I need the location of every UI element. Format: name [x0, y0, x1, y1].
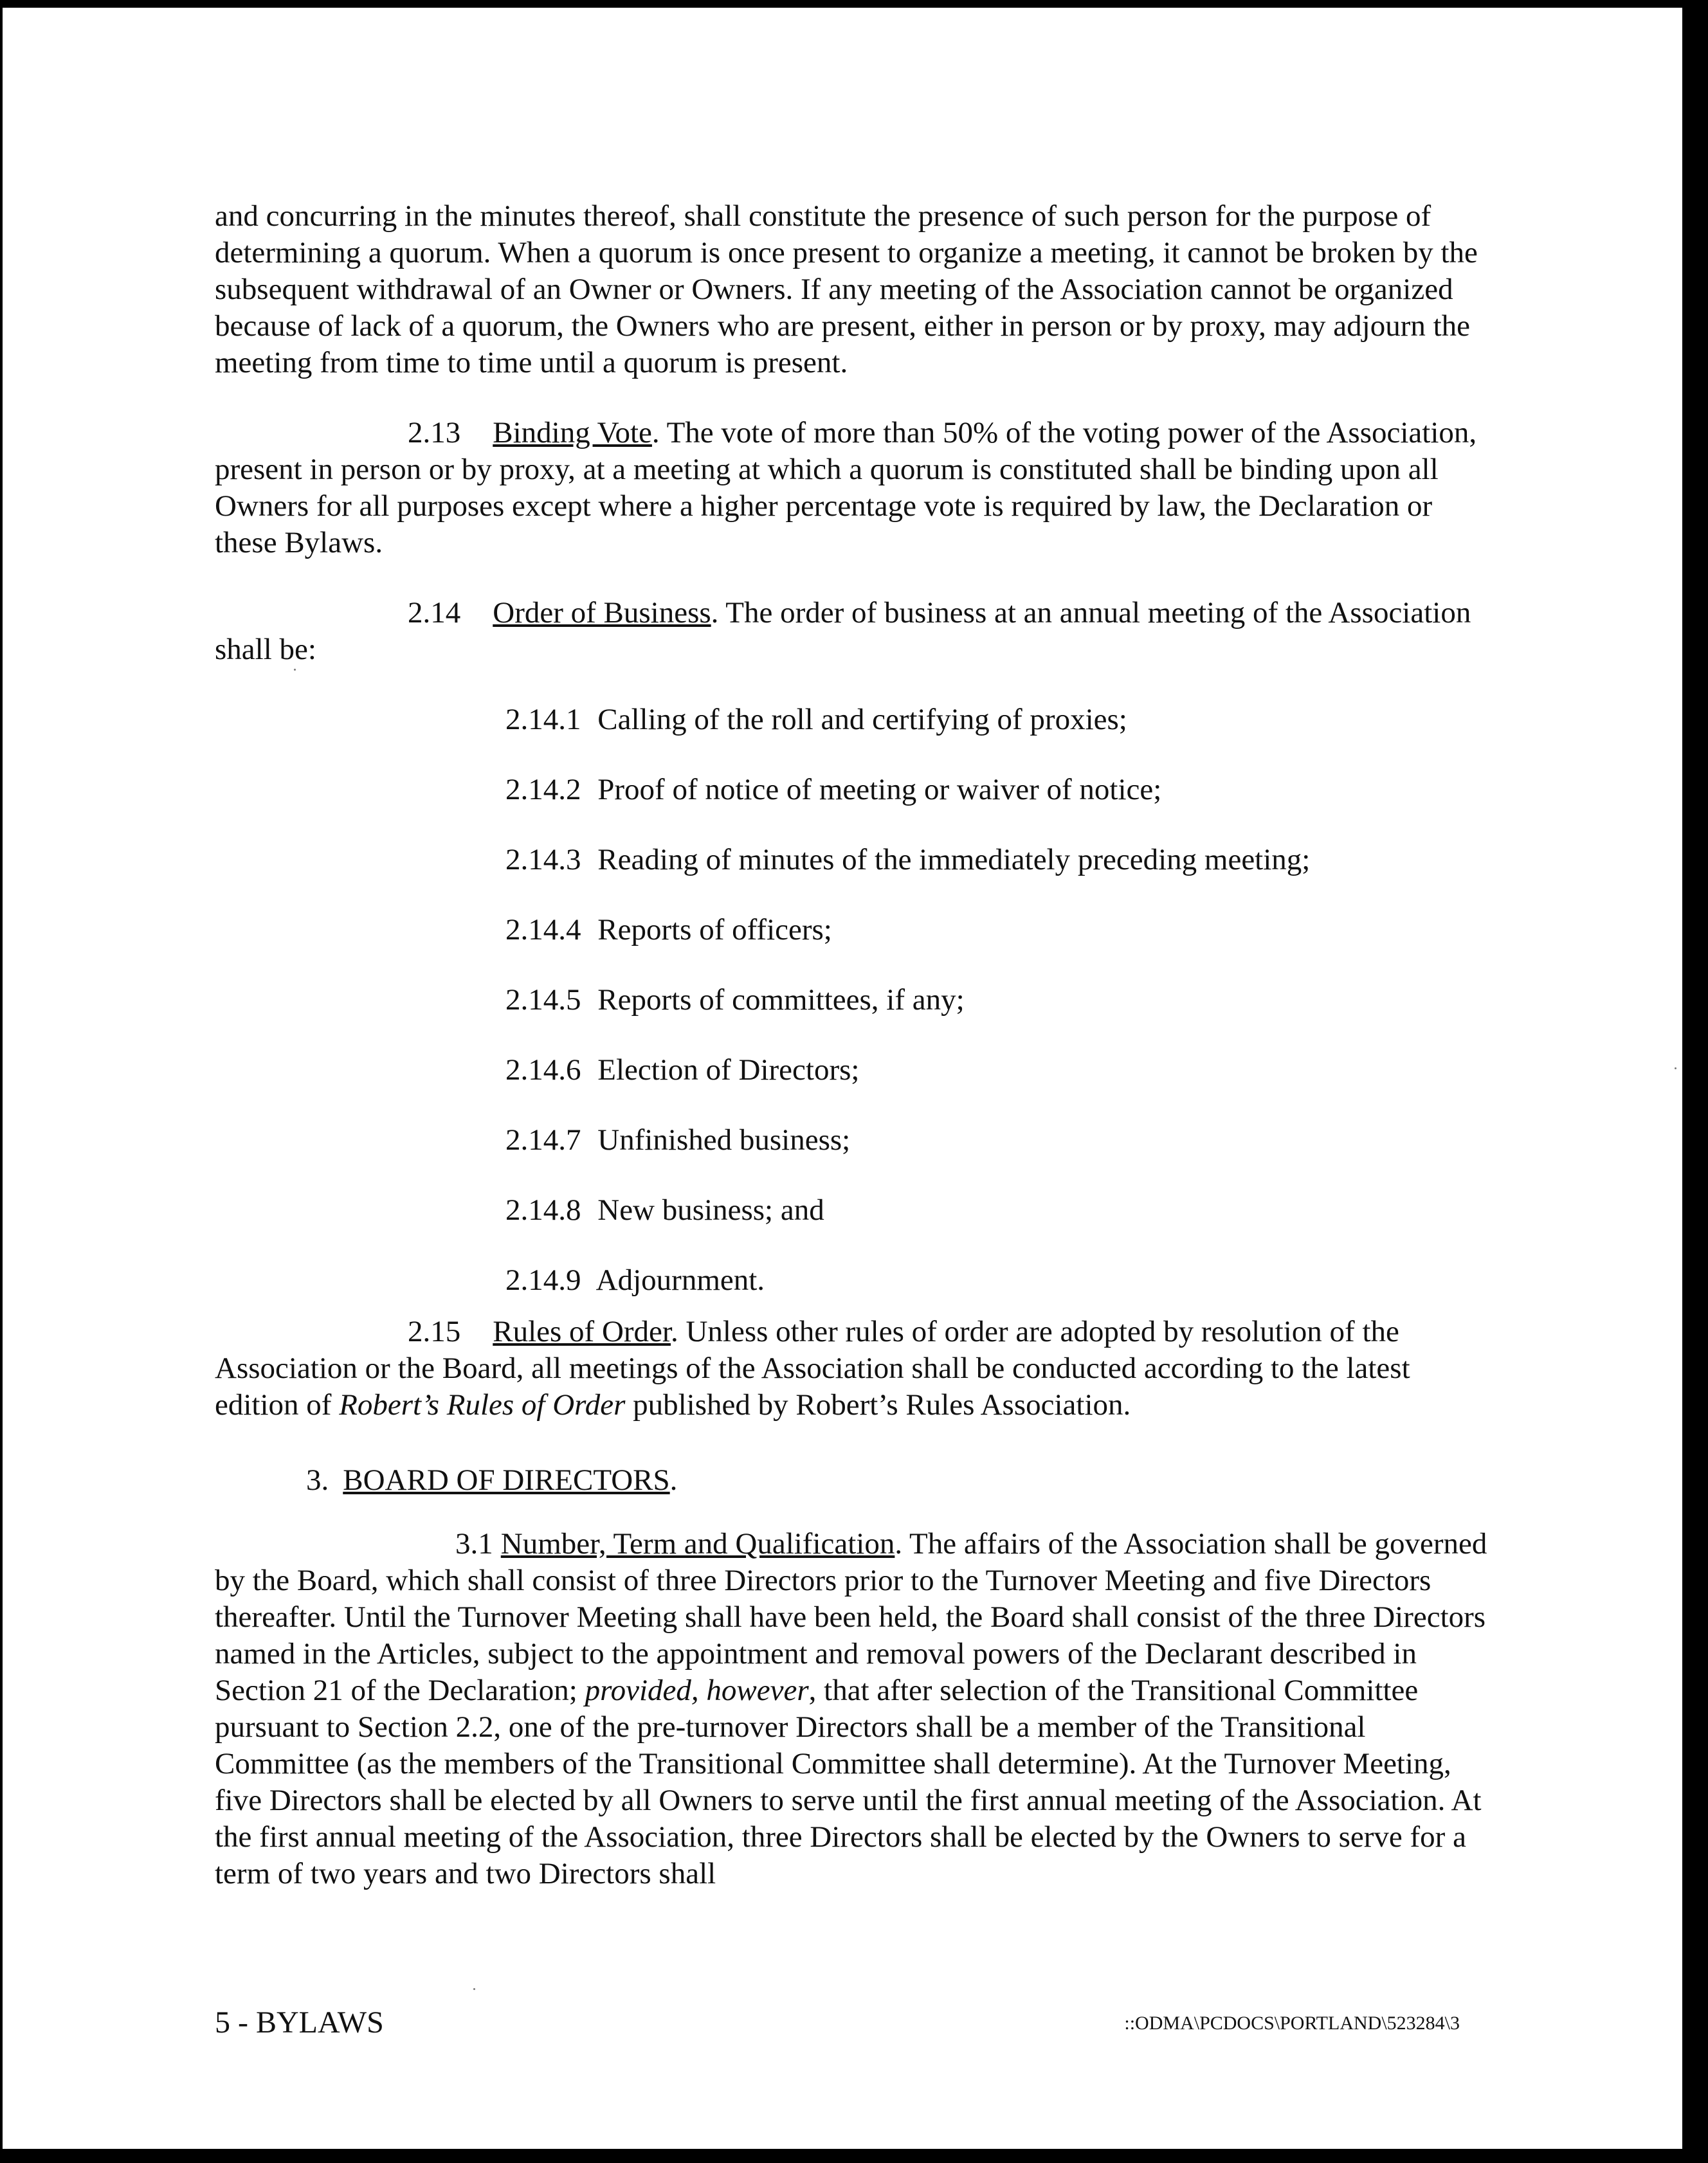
list-item: [505, 1262, 1494, 1307]
item-number: 2.14.6: [505, 1053, 581, 1087]
item-text: Proof of notice of meeting or waiver of notice;: [597, 773, 1162, 806]
section-number: 2.13: [408, 416, 461, 449]
scan-border-right: [1682, 0, 1708, 2163]
item-text: Reading of minutes of the immediately preceding meeting;: [597, 843, 1311, 876]
scan-border-bottom: [0, 2149, 1708, 2163]
scan-speck: [473, 1988, 475, 1990]
item-text: Adjournment.: [595, 1263, 765, 1297]
item-number: 2.14.3: [505, 843, 581, 876]
list-item: [505, 842, 1494, 912]
section-number: 3.1: [455, 1527, 493, 1561]
section-text: . Unless other rules of order are adopted by resolution of the Association or the Board, all meetings of the Association shall be conducted according to the latest edition of: [215, 1315, 1410, 1422]
item-number: 2.14.7: [505, 1123, 581, 1157]
section-2-15: [215, 1314, 1494, 1424]
item-number: 2.14.1: [505, 703, 581, 736]
item-text: Calling of the roll and certifying of proxies;: [597, 703, 1127, 736]
section-number: 3.: [306, 1463, 329, 1497]
section-title-suffix: .: [669, 1463, 678, 1497]
section-title: BOARD OF DIRECTORS: [343, 1463, 670, 1497]
section-text: . The vote of more than 50% of the voting power of the Association, present in person or by proxy, at a meeting at which a quorum is constituted shall be binding upon all Owners for all purposes except where a higher percentage vote is required by law, the Declaration or these Bylaws.: [215, 416, 1477, 559]
section-2-14: [215, 595, 1494, 668]
section-italic-text: Robert’s Rules of Order: [339, 1388, 626, 1422]
item-text: Election of Directors;: [597, 1053, 860, 1087]
list-item: [505, 982, 1494, 1052]
section-title: Binding Vote: [493, 416, 652, 449]
scan-speck: [294, 669, 296, 671]
section-number: 2.15: [408, 1315, 461, 1348]
continuation-paragraph: and concurring in the minutes thereof, shall constitute the presence of such person for the purpose of determining a quorum. When a quorum is once present to organize a meeting, it cannot be broken by the subsequent withdrawal of an Owner or Owners. If any meeting of the Association cannot be organized because of lack of a quorum, the Owners who are present, either in person or by proxy, may adjourn the meeting from time to time until a quorum is present.: [215, 199, 1478, 379]
list-item: [505, 1052, 1494, 1122]
list-item: [505, 912, 1494, 982]
section-text: . The order of business at an annual meeting of the Association shall be:: [215, 596, 1471, 666]
footer-page-label: 5 - BYLAWS: [215, 2005, 384, 2040]
footer-doc-path: ::ODMA\PCDOCS\PORTLAND\523284\3: [1124, 2013, 1460, 2034]
section-3-1: [215, 1526, 1494, 1892]
section-title: Rules of Order: [493, 1315, 671, 1348]
section-title: Order of Business: [493, 596, 711, 629]
section-2-13: [215, 415, 1494, 561]
section-italic-text: provided, however: [585, 1674, 809, 1707]
scan-border-top: [0, 0, 1708, 8]
list-item: [505, 1122, 1494, 1192]
document-page: [215, 198, 1494, 1892]
item-number: 2.14.9: [505, 1263, 581, 1297]
section-text: . The affairs of the Association shall be governed by the Board, which shall consist of three Directors prior to the Turnover Meeting and five Directors thereafter. Until the Turnover Meeting shall have been held, the Board shall consist of the three Directors named in the Articles, subject to the appointment and removal powers of the Declarant described in Section 21 of the Declaration;: [215, 1527, 1487, 1707]
item-text: Unfinished business;: [597, 1123, 851, 1157]
section-number: 2.14: [408, 596, 461, 629]
section-3-heading: [215, 1462, 1494, 1499]
section-text-after: published by Robert’s Rules Association.: [625, 1388, 1131, 1422]
item-text: New business; and: [597, 1193, 824, 1227]
item-number: 2.14.5: [505, 983, 581, 1017]
list-item: [505, 772, 1494, 842]
section-title: Number, Term and Qualification: [500, 1527, 895, 1561]
item-text: Reports of officers;: [597, 913, 832, 946]
item-number: 2.14.8: [505, 1193, 581, 1227]
order-of-business-list: [215, 701, 1494, 1307]
item-number: 2.14.2: [505, 773, 581, 806]
item-text: Reports of committees, if any;: [597, 983, 965, 1017]
scan-border-left: [0, 0, 3, 2163]
scan-speck: [1675, 1067, 1676, 1069]
section-text-after: , that after selection of the Transitional Committee pursuant to Section 2.2, one of the pre-turnover Directors shall be a member of the Transitional Committee (as the members of the Transitional Committee shall determine). At the Turnover Meeting, five Directors shall be elected by all Owners to serve until the first annual meeting of the Association. At the first annual meeting of the Association, three Directors shall be elected by the Owners to serve for a term of two years and two Directors shall: [215, 1674, 1482, 1890]
item-number: 2.14.4: [505, 913, 581, 946]
list-item: [505, 1192, 1494, 1262]
list-item: [505, 701, 1494, 772]
